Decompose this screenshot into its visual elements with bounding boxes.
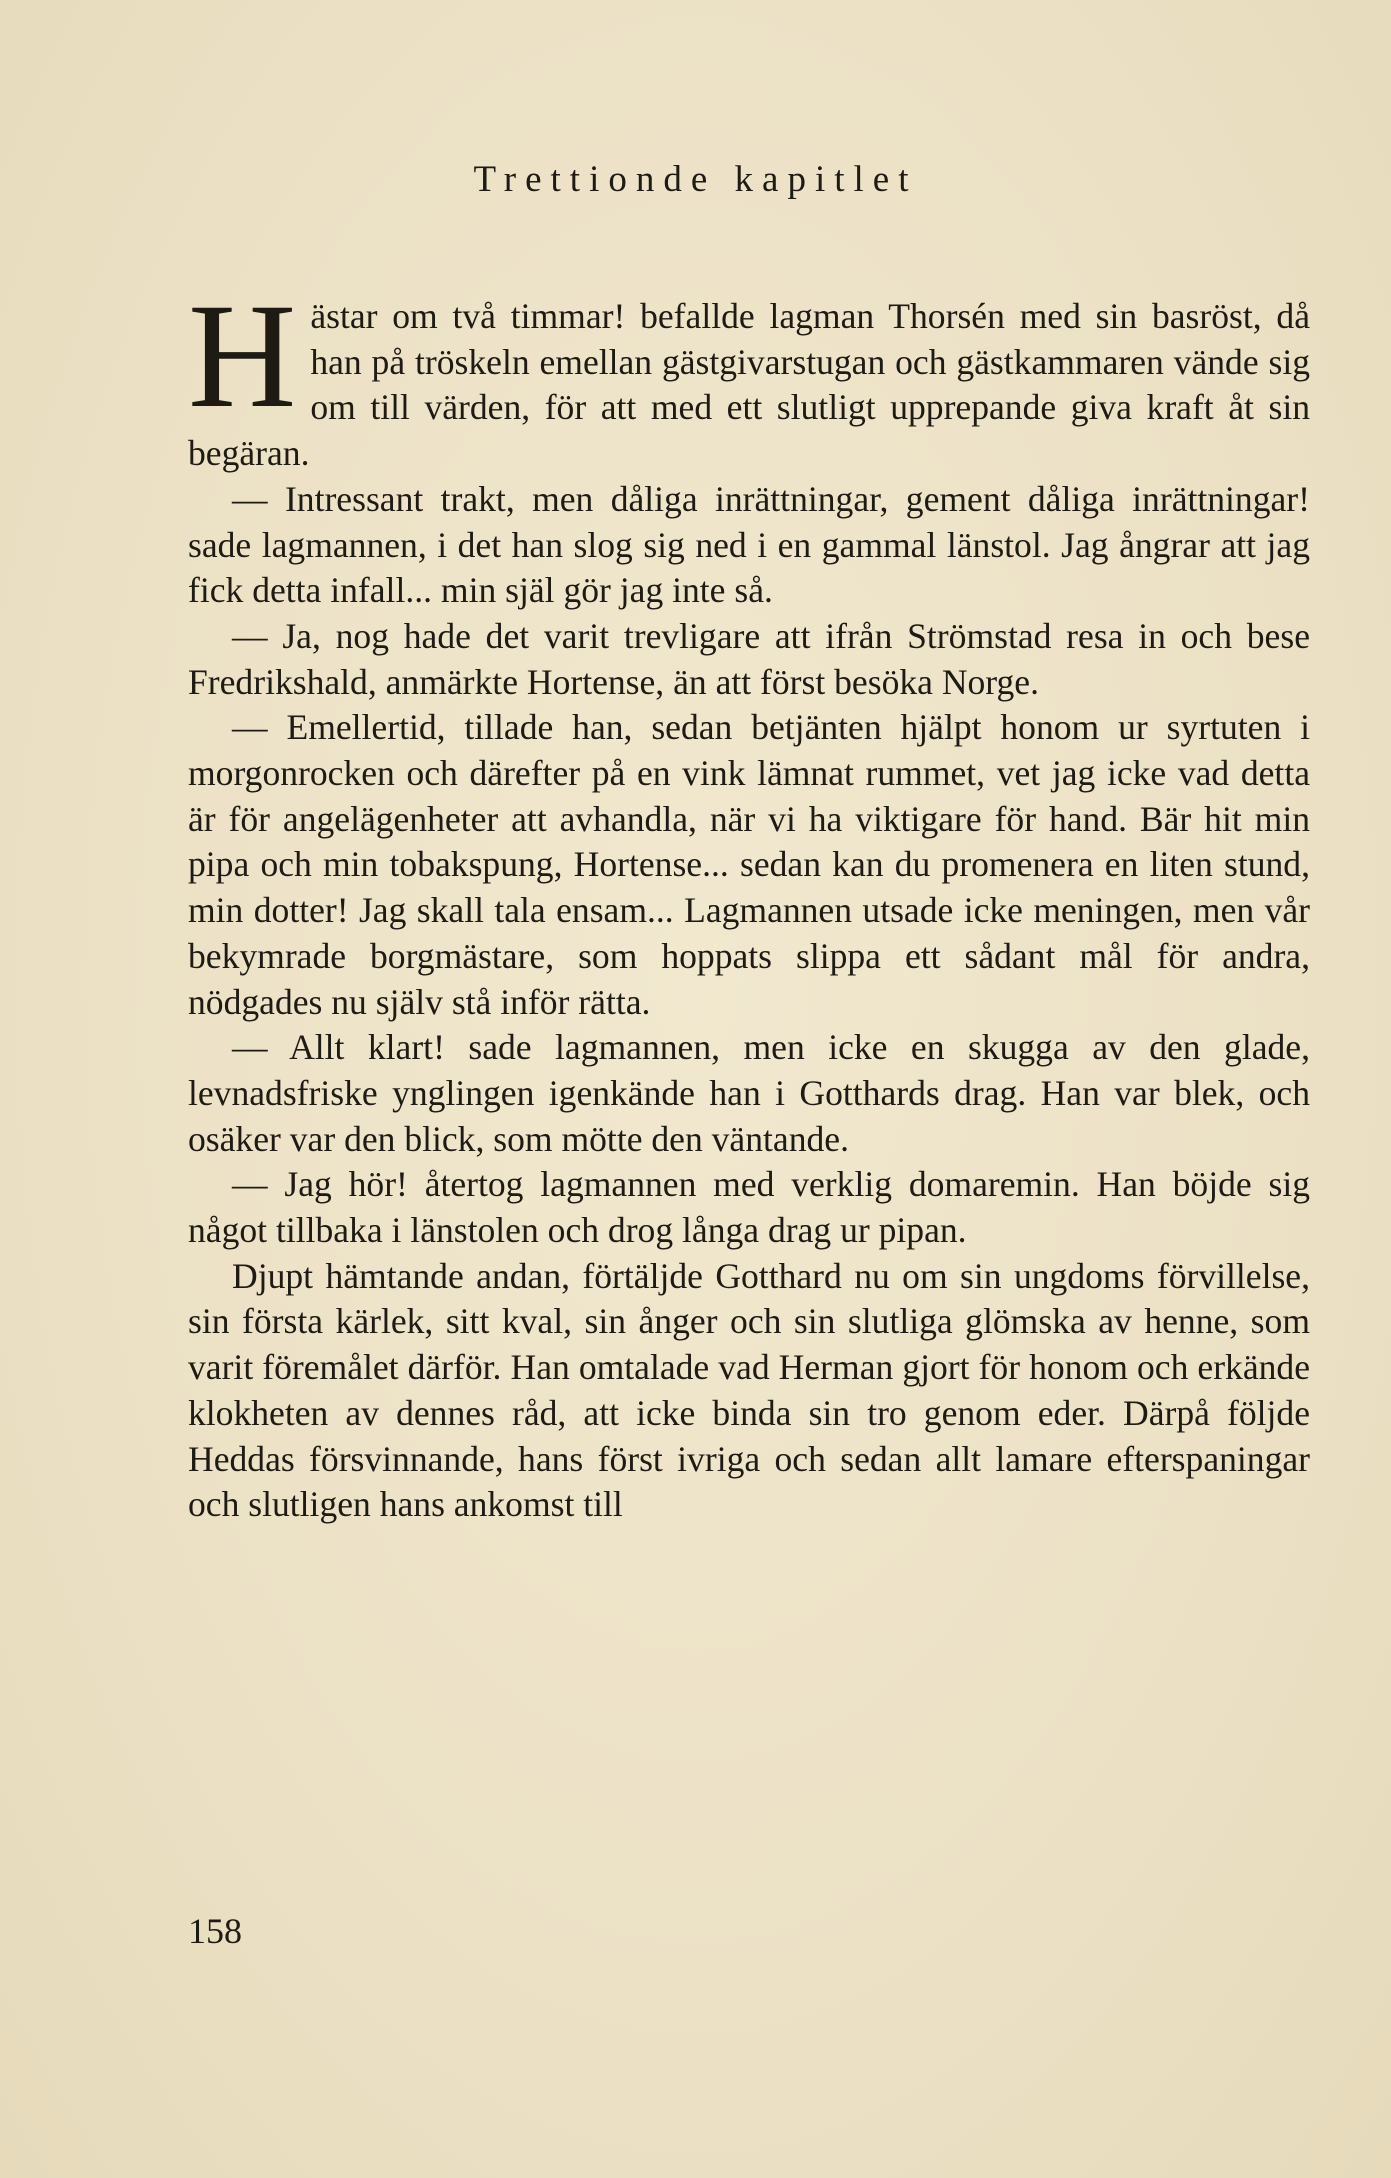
paragraph-6: — Jag hör! återtog lagmannen med verklig domaremin. Han böjde sig något tillbaka i länstolen och drog långa drag ur pipan. bbox=[188, 1164, 1310, 1251]
chapter-title: Trettionde kapitlet bbox=[473, 159, 918, 200]
drop-cap: H bbox=[188, 273, 297, 439]
paragraph-2: — Intressant trakt, men dåliga inrättningar, gement dåliga inrättningar! sade lagmannen, i det han slog sig ned i en gammal länstol. Jag ångrar att jag fick detta infall... min själ gör jag inte så. bbox=[188, 478, 1310, 611]
paragraph-3: — Ja, nog hade det varit trevligare att ifrån Strömstad resa in och bese Fredrikshald, anmärkte Hortense, än att först besöka Norge. bbox=[188, 615, 1310, 702]
body-text bbox=[188, 273, 1310, 1528]
paragraph-1-text: ästar om två timmar! befallde lagman Thorsén med sin basröst, då han på tröskeln emellan gästgivarstugan och gästkammaren vände sig om till värden, för att med ett slutligt upprepande giva kraft åt sin begäran. bbox=[188, 296, 1310, 474]
page-number: 158 bbox=[188, 1911, 242, 1951]
paragraph-1 bbox=[188, 273, 1310, 477]
paragraph-4: — Emellertid, tillade han, sedan betjänten hjälpt honom ur syrtuten i morgonrocken och därefter på en vink lämnat rummet, vet jag icke vad detta är för angelägenheter att avhandla, när vi ha viktigare för hand. Bär hit min pipa och min tobakspung, Hortense... sedan kan du promenera en liten stund, min dotter! Jag skall tala ensam... Lagmannen utsade icke meningen, men vår bekymrade borgmästare, som hoppats slippa ett sådant mål för andra, nödgades nu själv stå inför rätta. bbox=[188, 707, 1310, 1022]
paragraph-5: — Allt klart! sade lagmannen, men icke en skugga av den glade, levnadsfriske ynglingen igenkände han i Gotthards drag. Han var blek, och osäker var den blick, som mötte den väntande. bbox=[188, 1027, 1310, 1159]
paragraph-7: Djupt hämtande andan, förtäljde Gotthard nu om sin ungdoms förvillelse, sin första kärlek, sitt kval, sin ånger och sin slutliga glömska av henne, som varit föremålet därför. Han omtalade vad Herman gjort för honom och erkände klokheten av dennes råd, att icke binda sin tro genom eder. Därpå följde Heddas försvinnande, hans först ivriga och sedan allt lamare efterspaningar och slutligen hans ankomst till bbox=[188, 1255, 1310, 1525]
